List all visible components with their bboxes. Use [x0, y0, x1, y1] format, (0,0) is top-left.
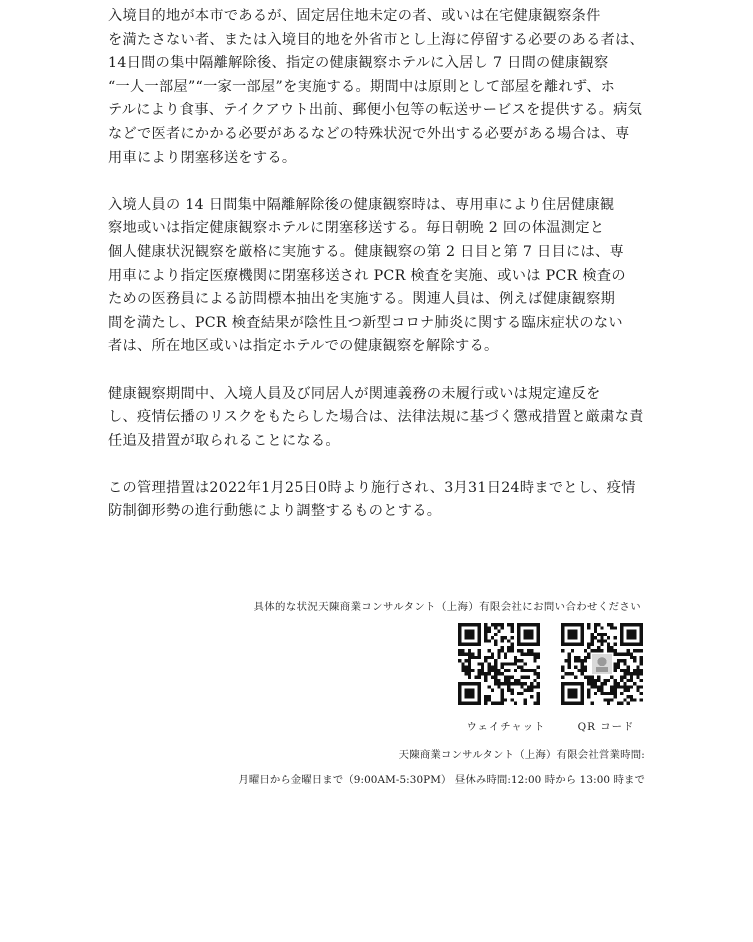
paragraph-penalties: 健康観察期間中、入境人員及び同居人が関連義務の未履行或いは規定違反を し、疫情伝播のリスクをもたらした場合は、法律法規に基づく懲戒措置と厳粛な責 任追及措置が取られることになる。: [108, 385, 644, 449]
business-hours-title: 天陳商業コンサルタント（上海）有限会社営業時間:: [398, 749, 645, 761]
qr-code-icon: [561, 623, 643, 705]
body-text: [108, 5, 653, 548]
paragraph-health-monitoring: 入境人員の 14 日間集中隔離解除後の健康観察時は、専用車により住居健康観 察地或いは指定健康観察ホテルに閉塞移送する。毎日朝晩 2 回の体温測定と 個人健康状況観察を厳格に実施する。健康観察の第 2 日目と第 7 日目には、専 用車により指定医療機関に閉塞移送され PCR 検査を実施、或いは PCR 検査の ための医務員による訪問標本抽出を実施する。関連人員は、例えば健康観察期 間を満たし、PCR 検査結果が陰性且つ新型コロナ肺炎に関する臨床症状のない 者は、所在地区或いは指定ホテルでの健康観察を解除する。: [108, 196, 626, 355]
wechat-qr-code-icon: [458, 623, 540, 705]
wechat-label: ウェイチャット: [466, 721, 546, 733]
paragraph-hotel-observation: 入境目的地が本市であるが、固定居住地未定の者、或いは在宅健康観察条件 を満たさない者、または入境目的地を外省市とし上海に停留する必要のある者は、 14日間の集中隔離解除後、指定の健康観察ホテルに入居し 7 日間の健康観察 “一人一部屋”“一家一部屋”を実施する。期間中は原則として部屋を離れず、ホ テルにより食事、テイクアウト出前、郵便小包等の転送サービスを提供する。病気 などで医者にかかる必要があるなどの特殊状況で外出する必要がある場合は、専 用車により閉塞移送をする。: [108, 8, 645, 166]
qr-code-label: QR コード: [577, 721, 635, 733]
contact-title: 具体的な状況天陳商業コンサルタント（上海）有限会社にお問い合わせください: [253, 601, 641, 613]
paragraph-effective-period: この管理措置は2022年1月25日0時より施行され、3月31日24時までとし、疫情 防制御形勢の進行動態により調整するものとする。: [108, 479, 636, 520]
business-hours-detail: 月曜日から金曜日まで（9:00AM-5:30PM） 昼休み時間:12:00 時から 13:00 時まで: [238, 774, 645, 786]
